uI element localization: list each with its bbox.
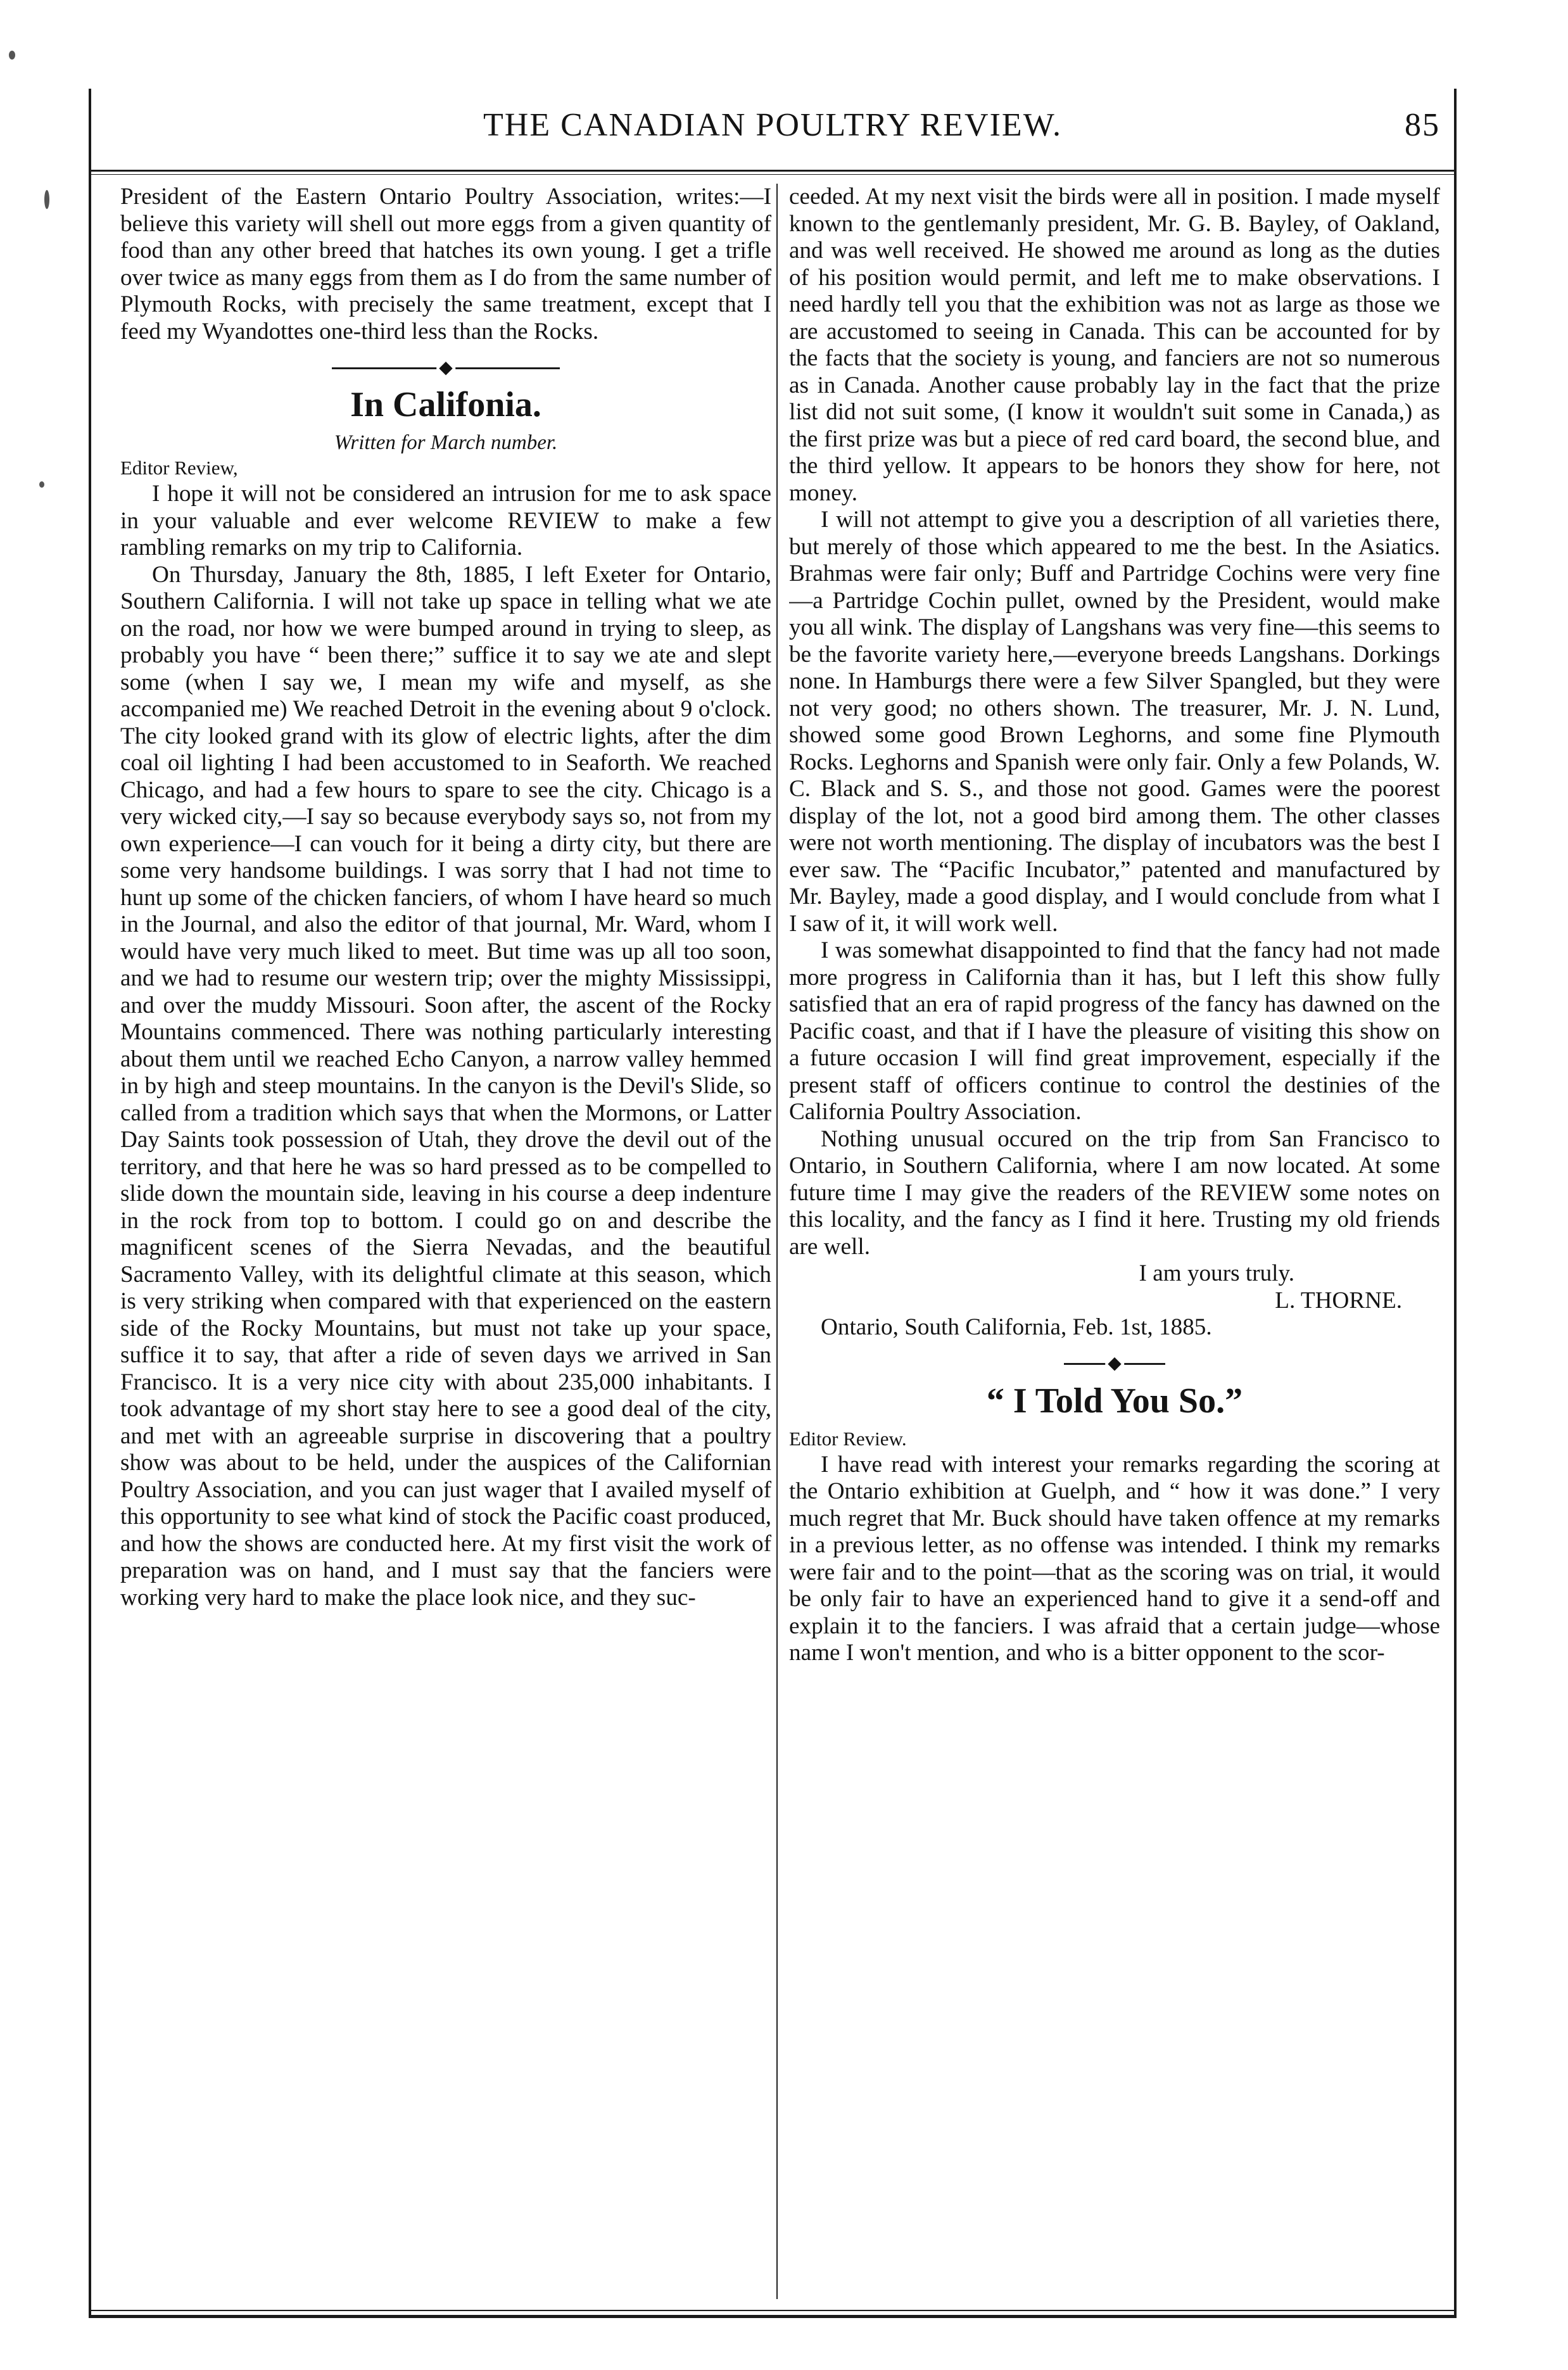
article-paragraph: I have read with interest your remarks regarding the scoring at the Ontario exhibition at Guelph, and “ how it was done.” I very much regret that Mr. Buck should have taken offence at my remarks in a previous letter, as no offense was intended. I think my remarks were fair and to the point—that as the scoring was on trial, it would be only fair to have an experienced hand to give it a send-off and explain it to the fanciers. I was afraid that a certain judge—whose name I won't mention, and who is a bitter opponent to the scor-: [789, 1451, 1440, 1666]
margin-speck: [44, 190, 49, 209]
section-ornament: [120, 354, 771, 379]
margin-speck: [9, 51, 15, 60]
article-title: In Califonia.: [350, 385, 541, 424]
article-paragraph: On Thursday, January the 8th, 1885, I left Exeter for Ontario, Southern California. I will not take up space in telling what we ate on the road, nor how we were bumped around in trying to sleep, as probably you have “ been there;” suffice it to say we ate and slept some (when I say we, I mean my wife and myself, as she accompanied me) We reached Detroit in the evening about 9 o'clock. The city looked grand with its glow of electric lights, after the dim coal oil lighting I had been accustomed to in Seaforth. We reached Chicago, and had a few hours to spare to see the city. Chicago is a very wicked city,—I say so because everybody says so, not from my own experience—I can vouch for it being a dirty city, but there are some very handsome buildings. I was sorry that I had not time to hunt up some of the chicken fanciers, of whom I have heard so much in the Journal, and also the editor of that journal, Mr. Ward, whom I would have very much liked to meet. But time was up all too soon, and we had to resume our western trip; over the mighty Mississippi, and over the muddy Missouri. Soon after, the ascent of the Rocky Mountains commenced. There was nothing particularly interesting about them until we reached Echo Canyon, a narrow valley hemmed in by high and steep mountains. In the canyon is the Devil's Slide, so called from a tradition which says that when the Mormons, or Latter Day Saints took possession of Utah, they drove the devil out of the territory, and that here he was so hard pressed as to be compelled to slide down the mountain side, leaving in his course a deep indenture in the rock from top to bottom. I could go on and describe the magnificent scenes of the Sierra Nevadas, and the beautiful Sacramento Valley, with its delightful climate at this season, which is very striking when compared with that experienced on the eastern side of the Rocky Mountains, but must not take up your space, suffice it to say, that after a ride of seven days we arrived in San Francisco. It is a very nice city with about 235,000 inhabitants. I took advantage of my short stay here to see a good deal of the city, and met with an agreeable surprise in discovering that a poultry show was about to be held, under the auspices of the Californian Poultry Association, and you can just wager that I availed myself of this opportunity to see what kind of stock the Pacific coast produced, and how the shows are conducted here. At my first visit the work of preparation was on hand, and I must say that the fanciers were working very hard to make the place look nice, and they suc-: [120, 561, 771, 1611]
page-header: [91, 106, 1454, 163]
page-number: 85: [1405, 107, 1440, 143]
article-paragraph: I was somewhat disappointed to find that the fancy had not made more progress in California than it has, but I left this show fully satisfied that an era of rapid progress of the fancy has dawned on the Pacific coast, and that if I have the pleasure of visiting this show on a future occasion I will find great improvement, especially if the present staff of officers continue to control the destinies of the California Poultry Association.: [789, 937, 1440, 1125]
margin-speck: [39, 481, 44, 488]
article-paragraph: I hope it will not be considered an intrusion for me to ask space in your valuable and ever welcome REVIEW to make a few rambling remarks on my trip to California.: [120, 481, 771, 561]
column-divider: [776, 184, 778, 2299]
article-paragraph: Nothing unusual occured on the trip from San Francisco to Ontario, in Southern California, where I am now located. At some future time I may give the readers of the REVIEW some notes on this locality, and the fancy as I find it here. Trusting my old friends are well.: [789, 1125, 1440, 1260]
header-rule: [91, 170, 1454, 175]
closing: I am yours truly.: [1139, 1260, 1294, 1286]
footer-rule: [91, 2310, 1454, 2318]
signature: L. THORNE.: [1275, 1287, 1402, 1314]
left-column: [120, 184, 771, 2297]
publication-title: THE CANADIAN POULTRY REVIEW.: [483, 107, 1062, 143]
salutation: Editor Review.: [789, 1427, 907, 1450]
article-paragraph: I will not attempt to give you a description of all varieties there, but merely of those which appeared to me the best. In the Asiatics. Brahmas were fair only; Buff and Partridge Cochins were very fine—a Partridge Cochin pullet, owned by the President, would make you all wink. The display of Langshans was very fine—this seems to be the favorite variety here,—everyone breeds Langshans. Dorkings none. In Hamburgs there were a few Silver Spangled, but they were not very good; no others shown. The treasurer, Mr. J. N. Lund, showed some good Brown Leghorns, and some fine Plymouth Rocks. Leghorns and Spanish were only fair. Only a few Polands, W. C. Black and S. S., and those not good. Games were the poorest display of the lot, not a good bird among them. The other classes were not worth mentioning. The display of incubators was the best I ever saw. The “Pacific Incubator,” patented and manufactured by Mr. Bayley, made a good display, and I would conclude from what I I saw of it, it will work well.: [789, 507, 1440, 937]
section-ornament: [789, 1350, 1440, 1376]
right-column: [789, 184, 1440, 2297]
article-byline: Written for March number.: [334, 431, 558, 454]
article-paragraph: ceeded. At my next visit the birds were all in position. I made myself known to the gentlemanly president, Mr. G. B. Bayley, of Oakland, and was well received. He showed me around as long as the duties of his position would permit, and left me to make observations. I need hardly tell you that the exhibition was not as large as those we are accustomed to seeing in Canada. This can be accounted for by the facts that the society is young, and fanciers are not so numerous as in Canada. Another cause probably lay in the fact that the prize list did not suit some, (I know it wouldn't suit some in Canada,) as the first prize was but a piece of red card board, the second blue, and the third yellow. It appears to be honors they show for here, not money.: [789, 184, 1440, 506]
salutation: Editor Review,: [120, 457, 238, 479]
continued-paragraph: President of the Eastern Ontario Poultry Association, writes:—I believe this variety will shell out more eggs from a given quantity of food than any other breed that hatches its own young. I get a trifle over twice as many eggs from them as I do from the same number of Plymouth Rocks, with precisely the same treatment, except that I feed my Wyandottes one-third less than the Rocks.: [120, 184, 771, 345]
article-title: “ I Told You So.”: [986, 1381, 1243, 1421]
place-date: Ontario, South California, Feb. 1st, 1885.: [821, 1314, 1212, 1340]
newspaper-page: [89, 89, 1457, 2318]
